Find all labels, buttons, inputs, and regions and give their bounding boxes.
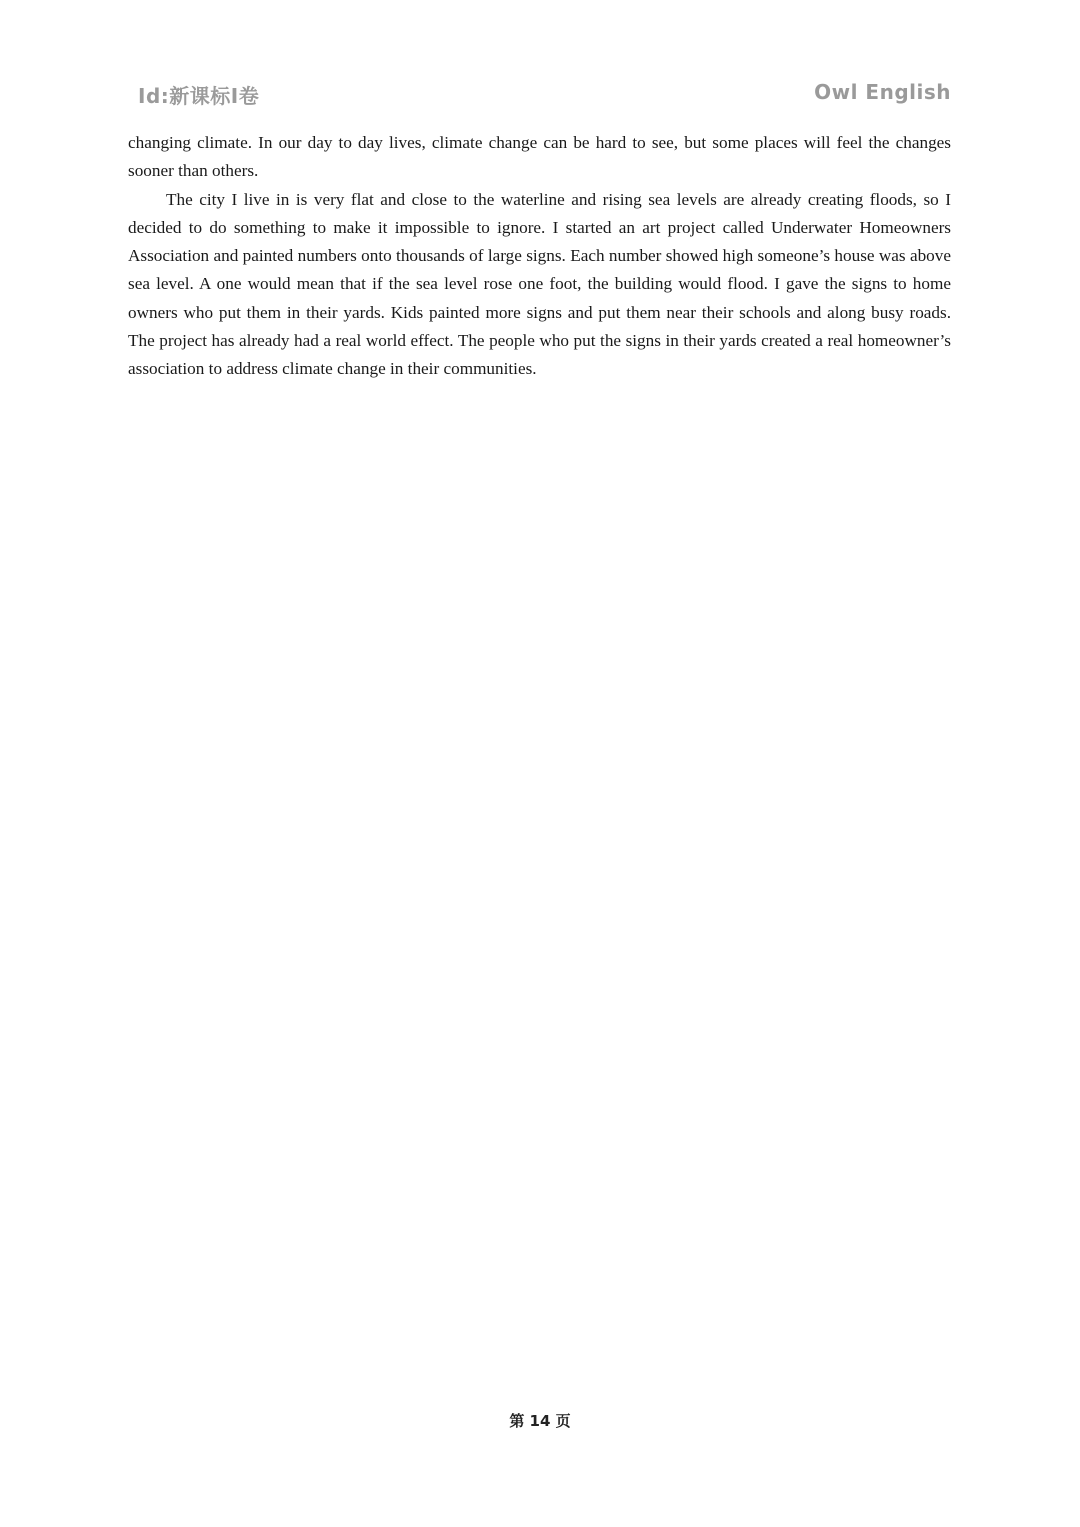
document-body <box>128 129 951 384</box>
header-brand-label: Owl English <box>814 80 951 104</box>
paragraph-continuation: changing climate. In our day to day lives, climate change can be hard to see, but some places will feel the changes sooner than others. <box>128 133 951 181</box>
page-number: 第 14 页 <box>509 1412 571 1430</box>
paragraph-art-project: The city I live in is very flat and close to the waterline and rising sea levels are already creating floods, so I decided to do something to make it impossible to ignore. I started an art project called Underwater Homeowners Association and painted numbers onto thousands of large signs. Each number showed high someone’s house was above sea level. A one would mean that if the sea level rose one foot, the building would flood. I gave the signs to home owners who put them in their yards. Kids painted more signs and put them near their schools and along busy roads. The project has already had a real world effect. The people who put the signs in their yards created a real homeowner’s association to address climate change in their communities. <box>128 189 951 379</box>
header-id-label: Id:新课标I卷 <box>138 84 260 108</box>
